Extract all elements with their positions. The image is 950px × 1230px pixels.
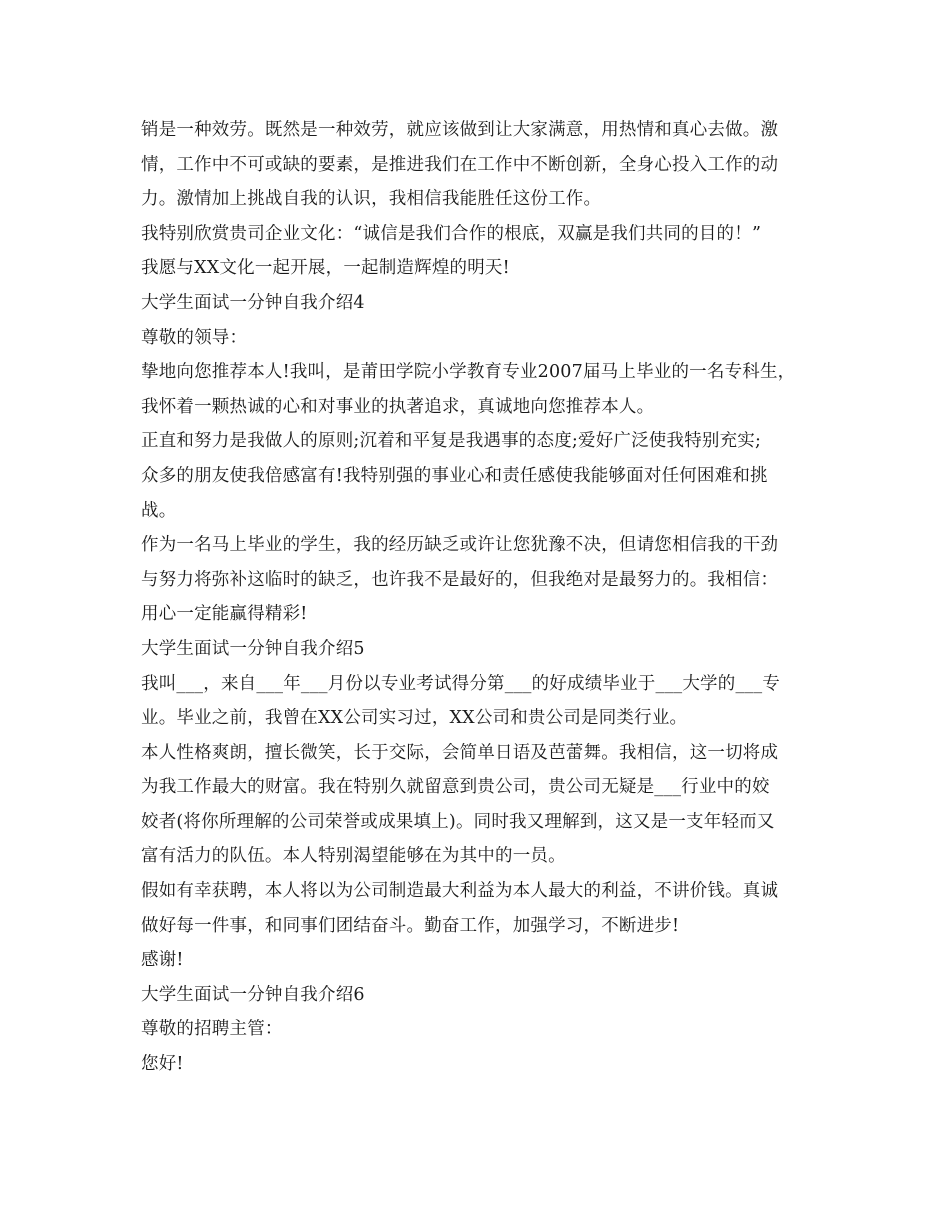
text-line: 富有活力的队伍。本人特别渴望能够在为其中的一员。: [141, 846, 566, 867]
section-heading: 大学生面试一分钟自我介绍4: [141, 292, 365, 313]
text-line: 我特别欣赏贵司企业文化：“诚信是我们合作的根底，双赢是我们共同的目的！”: [141, 223, 762, 244]
text-line: 我叫___，来自___年___月份以专业考试得分第___的好成绩毕业于___大学的___专: [141, 673, 780, 694]
text-line: 情，工作中不可或缺的要素，是推进我们在工作中不断创新，全身心投入工作的动: [141, 154, 779, 175]
text-line: 姣者(将你所理解的公司荣誉或成果填上)。同时我又理解到，这又是一支年轻而又: [141, 811, 775, 832]
salutation: 尊敬的领导：: [141, 327, 248, 348]
text-line: 销是一种效劳。既然是一种效劳，就应该做到让大家满意，用热情和真心去做。激: [141, 120, 779, 140]
salutation: 尊敬的招聘主管：: [141, 1019, 283, 1040]
text-line: 作为一名马上毕业的学生，我的经历缺乏或许让您犹豫不决，但请您相信我的干劲: [141, 535, 779, 556]
text-line: 挚地向您推荐本人!我叫，是莆田学院小学教育专业2007届马上毕业的一名专科生，: [141, 362, 796, 383]
text-line: 众多的朋友使我倍感富有!我特别强的事业心和责任感使我能够面对任何困难和挑: [141, 465, 768, 486]
text-line: 我怀着一颗热诚的心和对事业的执著追求，真诚地向您推荐本人。: [141, 396, 655, 417]
text-line: 我愿与XX文化一起开展，一起制造辉煌的明天!: [141, 258, 510, 279]
text-line: 感谢!: [141, 950, 184, 971]
text-line: 做好每一件事，和同事们团结奋斗。勤奋工作，加强学习，不断进步!: [141, 915, 680, 936]
text-line: 战。: [141, 500, 177, 521]
section-heading: 大学生面试一分钟自我介绍5: [141, 638, 365, 659]
document-body: [141, 113, 816, 1082]
text-line: 为我工作最大的财富。我在特别久就留意到贵公司，贵公司无疑是___行业中的姣: [141, 777, 770, 798]
text-line: 正直和努力是我做人的原则;沉着和平复是我遇事的态度;爱好广泛使我特别充实;: [141, 431, 762, 452]
text-line: 用心一定能赢得精彩!: [141, 604, 308, 625]
text-line: 本人性格爽朗，擅长微笑，长于交际，会简单日语及芭蕾舞。我相信，这一切将成: [141, 742, 779, 763]
section-heading: 大学生面试一分钟自我介绍6: [141, 984, 365, 1005]
text-line: 业。毕业之前，我曾在XX公司实习过，XX公司和贵公司是同类行业。: [141, 708, 688, 729]
text-line: 假如有幸获聘，本人将以为公司制造最大利益为本人最大的利益，不讲价钱。真诚: [141, 881, 779, 902]
text-line: 您好!: [141, 1054, 184, 1075]
text-line: 力。激情加上挑战自我的认识，我相信我能胜任这份工作。: [141, 189, 602, 210]
text-line: 与努力将弥补这临时的缺乏，也许我不是最好的，但我绝对是最努力的。我相信：: [141, 569, 779, 590]
